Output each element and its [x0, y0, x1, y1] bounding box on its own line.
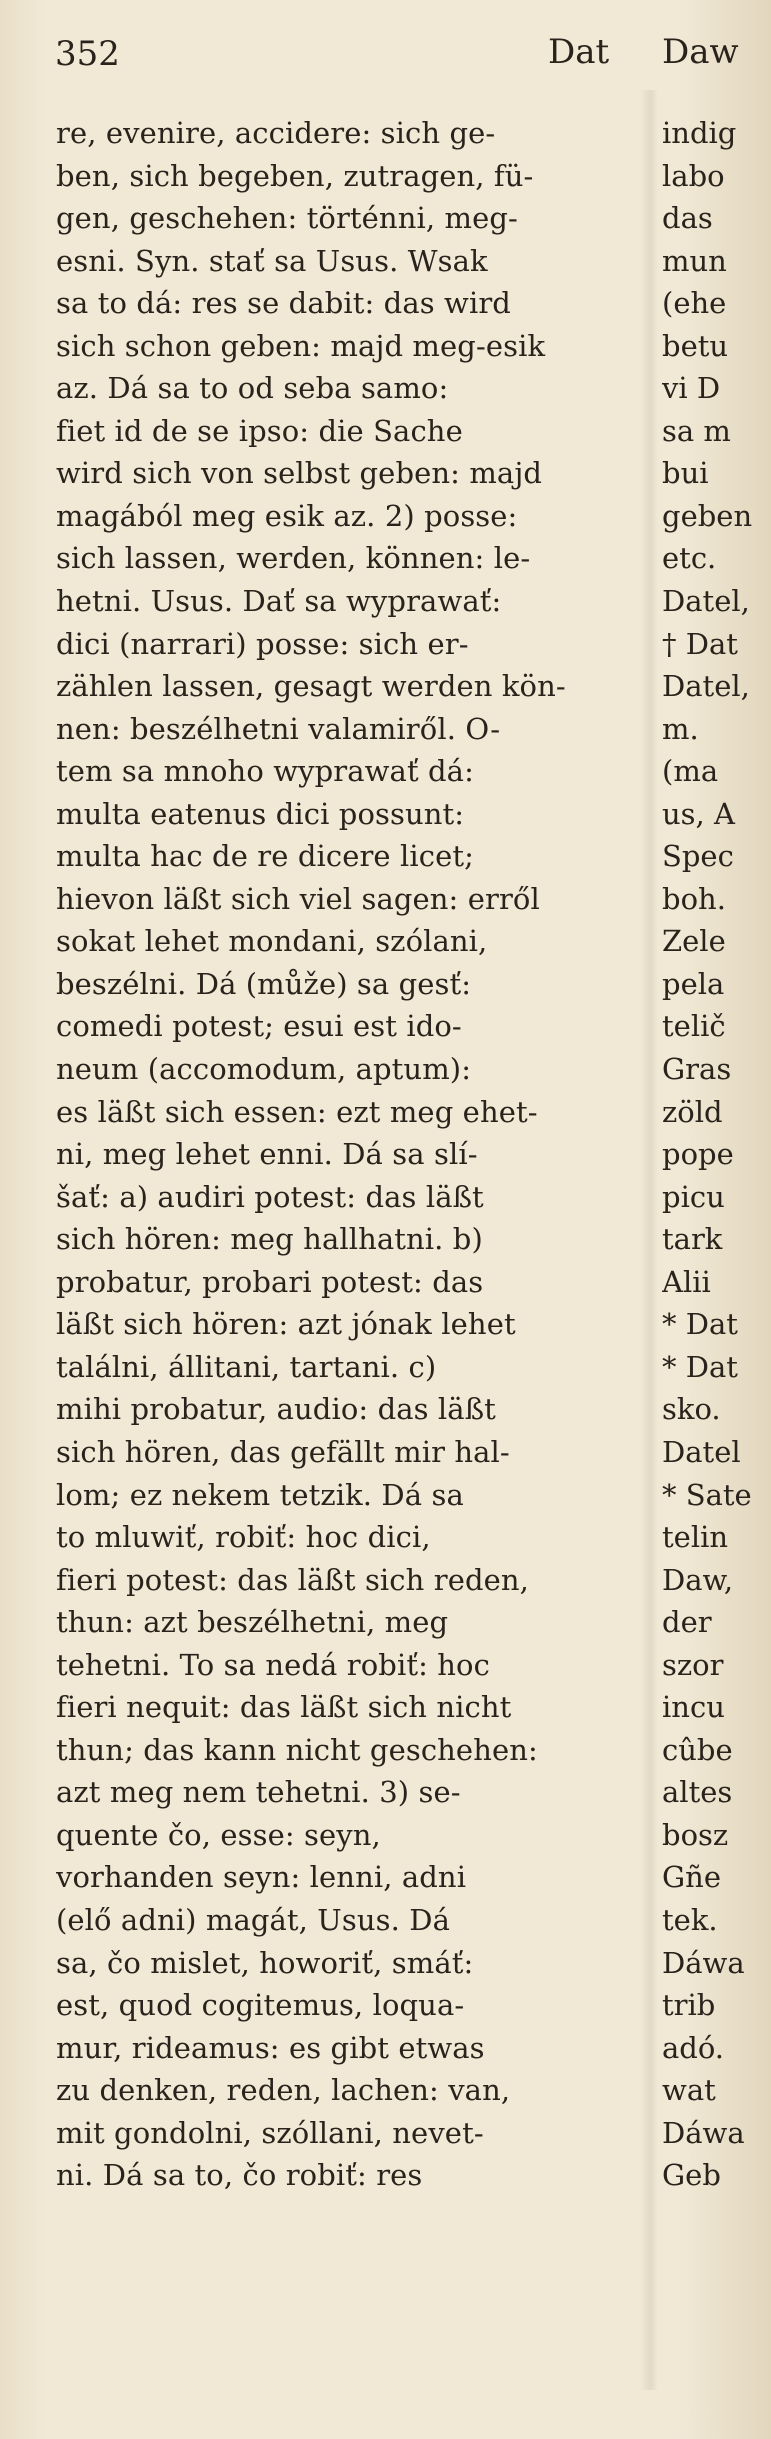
- text-line: neum (accomodum, aptum):: [56, 1052, 472, 1087]
- side-text-line: labo: [662, 158, 725, 193]
- side-text-line: altes: [662, 1775, 733, 1810]
- text-line: sa, čo mislet, howoriť, smáť:: [56, 1945, 474, 1980]
- text-line: ben, sich begeben, zutragen, fü-: [56, 158, 534, 193]
- side-text-line: etc.: [662, 541, 717, 576]
- side-text-line: * Sate: [662, 1477, 752, 1512]
- side-text-line: Datel,: [662, 584, 750, 619]
- side-text-line: adó.: [662, 2030, 725, 2065]
- side-text-line: pela: [662, 966, 725, 1001]
- column-gutter: [640, 90, 658, 2390]
- side-text-line: bui: [662, 456, 709, 491]
- text-line: magából meg esik az. 2) posse:: [56, 498, 518, 533]
- text-line: comedi potest; esui est ido-: [56, 1009, 462, 1044]
- side-text-line: zöld: [662, 1094, 723, 1129]
- side-text-line: tark: [662, 1222, 723, 1257]
- side-text-line: us, A: [662, 796, 735, 831]
- text-line: az. Dá sa to od seba samo:: [56, 371, 449, 406]
- side-text-line: Datel,: [662, 669, 750, 704]
- side-text-line: boh.: [662, 881, 726, 916]
- side-text-line: szor: [662, 1647, 724, 1682]
- side-text-line: der: [662, 1605, 712, 1640]
- text-line: multa hac de re dicere licet;: [56, 839, 474, 874]
- main-column: [56, 112, 631, 2197]
- text-line: šať: a) audiri potest: das läßt: [56, 1179, 484, 1214]
- side-text-line: (ehe: [662, 286, 727, 321]
- text-line: sich schon geben: majd meg-esik: [56, 328, 546, 363]
- side-text-line: indig: [662, 116, 737, 150]
- text-line: läßt sich hören: azt jónak lehet: [56, 1307, 516, 1342]
- side-text-line: Gñe: [662, 1860, 722, 1895]
- side-text-line: Spec: [662, 839, 734, 874]
- text-line: multa eatenus dici possunt:: [56, 796, 465, 831]
- text-line: re, evenire, accidere: sich ge-: [56, 116, 496, 150]
- side-text-line: * Dat: [662, 1349, 738, 1384]
- text-line: mit gondolni, szóllani, nevet-: [56, 2115, 484, 2150]
- text-line: thun; das kann nicht geschehen:: [56, 1732, 538, 1767]
- guide-word-right: Daw: [662, 32, 739, 72]
- text-line: ni, meg lehet enni. Dá sa slí-: [56, 1137, 478, 1172]
- side-text-line: betu: [662, 328, 729, 363]
- side-text-line: mun: [662, 243, 727, 278]
- side-text-line: tek.: [662, 1902, 718, 1937]
- text-line: dici (narrari) posse: sich er-: [56, 626, 469, 661]
- side-text-line: * Dat: [662, 1307, 738, 1342]
- text-line: vorhanden seyn: lenni, adni: [56, 1860, 467, 1895]
- side-text-line: Daw,: [662, 1562, 734, 1597]
- text-line: wird sich von selbst geben: majd: [56, 456, 543, 491]
- side-text-line: sa m: [662, 413, 731, 448]
- text-line: fieri nequit: das läßt sich nicht: [56, 1690, 512, 1725]
- side-text-line: bosz: [662, 1817, 729, 1852]
- text-line: es läßt sich essen: ezt meg ehet-: [56, 1094, 538, 1129]
- page-header: [0, 28, 771, 88]
- text-line: quente čo, esse: seyn,: [56, 1817, 381, 1852]
- side-text-line: sko.: [662, 1392, 721, 1427]
- text-line: to mluwiť, robiť: hoc dici,: [56, 1520, 431, 1555]
- side-text-line: Zele: [662, 924, 726, 959]
- text-line: thun: azt beszélhetni, meg: [56, 1605, 449, 1640]
- text-line: sa to dá: res se dabit: das wird: [56, 286, 511, 321]
- text-line: sokat lehet mondani, szólani,: [56, 924, 488, 959]
- side-column: [662, 112, 771, 2197]
- text-line: ni. Dá sa to, čo robiť: res: [56, 2158, 423, 2193]
- text-line: probatur, probari potest: das: [56, 1264, 484, 1299]
- text-line: fiet id de se ipso: die Sache: [56, 413, 463, 448]
- page-number: 352: [55, 34, 120, 74]
- side-text-line: Dáwa: [662, 1945, 745, 1980]
- text-line: tem sa mnoho wyprawať dá:: [56, 754, 474, 789]
- side-text-line: vi D: [662, 371, 721, 406]
- side-text-line: cûbe: [662, 1732, 733, 1767]
- text-line: (elő adni) magát, Usus. Dá: [56, 1902, 450, 1937]
- side-text-line: telin: [662, 1520, 729, 1555]
- side-text-line: geben: [662, 498, 753, 533]
- text-line: mihi probatur, audio: das läßt: [56, 1392, 496, 1427]
- text-line: találni, állitani, tartani. c): [56, 1349, 437, 1384]
- text-line: esni. Syn. stať sa Usus. Wsak: [56, 243, 488, 278]
- text-line: mur, rideamus: es gibt etwas: [56, 2030, 485, 2065]
- side-text-line: (ma: [662, 754, 719, 789]
- text-line: gen, geschehen: történni, meg-: [56, 201, 518, 236]
- text-line: azt meg nem tehetni. 3) se-: [56, 1775, 461, 1810]
- text-line: beszélni. Dá (může) sa gesť:: [56, 966, 472, 1001]
- side-text-line: Geb: [662, 2158, 721, 2193]
- side-text-line: trib: [662, 1988, 716, 2023]
- text-line: est, quod cogitemus, loqua-: [56, 1988, 465, 2023]
- side-text-line: wat: [662, 2073, 716, 2108]
- side-text-line: m.: [662, 711, 699, 746]
- side-text-line: picu: [662, 1179, 725, 1214]
- text-line: sich hören: meg hallhatni. b): [56, 1222, 483, 1257]
- side-text-line: Alii: [662, 1264, 711, 1299]
- text-line: zählen lassen, gesagt werden kön-: [56, 669, 566, 704]
- text-line: sich hören, das gefällt mir hal-: [56, 1434, 510, 1469]
- side-text-line: das: [662, 201, 713, 236]
- text-line: fieri potest: das läßt sich reden,: [56, 1562, 529, 1597]
- text-line: hetni. Usus. Dať sa wyprawať:: [56, 584, 502, 619]
- text-line: tehetni. To sa nedá robiť: hoc: [56, 1647, 490, 1682]
- text-line: lom; ez nekem tetzik. Dá sa: [56, 1477, 464, 1512]
- side-text-line: † Dat: [662, 626, 738, 661]
- text-line: hievon läßt sich viel sagen: erről: [56, 881, 540, 916]
- side-text-line: incu: [662, 1690, 725, 1725]
- side-text-line: Gras: [662, 1052, 732, 1087]
- text-line: zu denken, reden, lachen: van,: [56, 2073, 511, 2108]
- text-line: nen: beszélhetni valamiről. O-: [56, 711, 501, 746]
- side-text-line: pope: [662, 1137, 734, 1172]
- side-text-line: Dáwa: [662, 2115, 745, 2150]
- side-text-line: telič: [662, 1009, 726, 1044]
- text-line: sich lassen, werden, können: le-: [56, 541, 531, 576]
- guide-word-left: Dat: [548, 32, 610, 72]
- side-text-line: Datel: [662, 1434, 741, 1469]
